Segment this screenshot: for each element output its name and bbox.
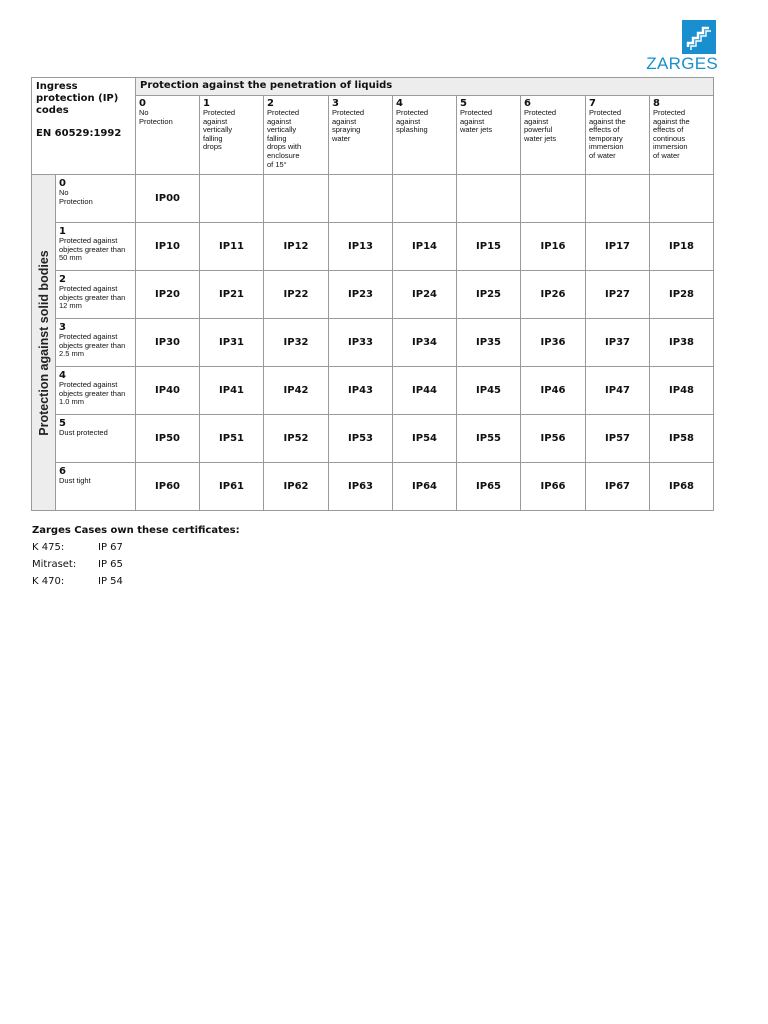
table-row [32, 463, 714, 511]
liquid-column-header [393, 96, 457, 175]
solid-row-number: 6 [59, 466, 66, 477]
ip-code-cell: IP27 [586, 271, 650, 319]
solid-row-header [56, 415, 136, 463]
certificate-name: K 475: [32, 542, 65, 553]
ip-code-cell: IP11 [200, 223, 264, 271]
liquid-column-header [457, 96, 521, 175]
certificate-name: K 470: [32, 576, 65, 587]
solid-row-header [56, 463, 136, 511]
ip-code-cell: IP67 [586, 463, 650, 511]
table-row [32, 271, 714, 319]
ip-code-cell [264, 175, 329, 223]
ip-code-cell: IP57 [586, 415, 650, 463]
ip-code-cell [457, 175, 521, 223]
ip-code-cell [393, 175, 457, 223]
solid-row-number: 5 [59, 418, 66, 429]
certificates-section [32, 522, 240, 590]
solid-row-description: Protected against objects greater than 12 mm [59, 284, 126, 311]
table-row [32, 175, 714, 223]
liquid-column-number: 6 [524, 98, 531, 109]
solid-row-description: Protected against objects greater than 1.0 mm [59, 380, 126, 407]
liquid-column-number: 7 [589, 98, 596, 109]
ip-code-cell: IP45 [457, 367, 521, 415]
liquid-column-header [521, 96, 586, 175]
ip-code-cell [586, 175, 650, 223]
ip-code-cell [200, 175, 264, 223]
liquid-column-description: Protected against water jets [460, 108, 493, 135]
ip-code-cell: IP31 [200, 319, 264, 367]
liquid-column-description: Protected against the effects of continous immersion of water [653, 108, 690, 160]
ip-code-cell: IP32 [264, 319, 329, 367]
table-row [32, 367, 714, 415]
liquid-column-header [329, 96, 393, 175]
liquid-column-header [136, 96, 200, 175]
liquid-column-number: 4 [396, 98, 403, 109]
liquid-column-number: 0 [139, 98, 146, 109]
brand-name: ZARGES [646, 54, 718, 73]
solid-row-header [56, 271, 136, 319]
certificate-item [32, 556, 240, 573]
ip-code-cell: IP37 [586, 319, 650, 367]
corner-title: Ingress protection (IP) codes [36, 81, 119, 116]
table-row [32, 223, 714, 271]
ip-code-cell: IP66 [521, 463, 586, 511]
ip-code-cell: IP16 [521, 223, 586, 271]
certificate-name: Mitraset: [32, 559, 77, 570]
certificates-list [32, 539, 240, 590]
liquid-column-number: 5 [460, 98, 467, 109]
liquid-column-description: Protected against splashing [396, 108, 429, 135]
ip-code-cell: IP30 [136, 319, 200, 367]
ip-code-cell: IP63 [329, 463, 393, 511]
ip-code-cell: IP15 [457, 223, 521, 271]
table-row [32, 415, 714, 463]
ip-code-cell: IP53 [329, 415, 393, 463]
certificate-item [32, 573, 240, 590]
ip-code-cell: IP54 [393, 415, 457, 463]
ip-code-cell: IP61 [200, 463, 264, 511]
liquid-column-description: Protected against vertically falling drops with enclosure of 15° [267, 108, 302, 169]
certificate-item [32, 539, 240, 556]
ip-code-cell: IP14 [393, 223, 457, 271]
ip-code-cell: IP52 [264, 415, 329, 463]
ip-code-cell [329, 175, 393, 223]
ip-code-cell: IP23 [329, 271, 393, 319]
corner-standard: EN 60529:1992 [36, 128, 122, 139]
ip-code-cell: IP44 [393, 367, 457, 415]
ip-code-cell: IP17 [586, 223, 650, 271]
ip-code-cell: IP13 [329, 223, 393, 271]
ip-code-cell: IP62 [264, 463, 329, 511]
solid-row-description: Protected against objects greater than 2.5 mm [59, 332, 126, 359]
solid-row-header [56, 319, 136, 367]
ip-code-cell: IP24 [393, 271, 457, 319]
ip-code-cell: IP56 [521, 415, 586, 463]
solid-row-description: Protected against objects greater than 50 mm [59, 236, 126, 263]
ip-code-cell: IP00 [136, 175, 200, 223]
ip-code-cell [521, 175, 586, 223]
solid-row-description: Dust tight [59, 476, 91, 485]
ip-code-cell: IP41 [200, 367, 264, 415]
solid-row-description: No Protection [59, 188, 93, 206]
certificate-rating: IP 54 [98, 576, 123, 587]
liquid-column-number: 8 [653, 98, 660, 109]
solid-row-header [56, 175, 136, 223]
ip-code-cell: IP21 [200, 271, 264, 319]
ip-code-cell: IP47 [586, 367, 650, 415]
ip-code-cell [650, 175, 714, 223]
liquid-column-header [200, 96, 264, 175]
ip-code-cell: IP35 [457, 319, 521, 367]
ip-code-cell: IP28 [650, 271, 714, 319]
solid-row-description: Dust protected [59, 428, 108, 437]
ip-code-cell: IP51 [200, 415, 264, 463]
ip-code-cell: IP50 [136, 415, 200, 463]
ip-code-cell: IP60 [136, 463, 200, 511]
ip-code-cell: IP43 [329, 367, 393, 415]
liquid-column-description: Protected against the effects of temporary immersion of water [589, 108, 626, 160]
liquid-column-number: 1 [203, 98, 210, 109]
solid-row-number: 3 [59, 322, 66, 333]
ip-code-cell: IP26 [521, 271, 586, 319]
solid-row-number: 0 [59, 178, 66, 189]
ip-code-cell: IP22 [264, 271, 329, 319]
ip-code-cell: IP34 [393, 319, 457, 367]
liquid-column-description: Protected against vertically falling drops [203, 108, 236, 152]
ip-code-cell: IP33 [329, 319, 393, 367]
liquid-column-header [264, 96, 329, 175]
ip-code-cell: IP25 [457, 271, 521, 319]
ip-code-cell: IP48 [650, 367, 714, 415]
liquid-column-header [650, 96, 714, 175]
table-corner-header [32, 78, 136, 175]
ip-code-cell: IP55 [457, 415, 521, 463]
ip-code-table [31, 77, 714, 511]
certificate-rating: IP 65 [98, 559, 123, 570]
liquid-column-description: Protected against spraying water [332, 108, 365, 143]
ip-code-cell: IP38 [650, 319, 714, 367]
certificate-rating: IP 67 [98, 542, 123, 553]
solid-row-header [56, 223, 136, 271]
liquid-column-description: Protected against powerful water jets [524, 108, 557, 143]
certificates-title: Zarges Cases own these certificates: [32, 525, 240, 536]
solids-header [32, 175, 56, 511]
liquids-header: Protection against the penetration of liquids [136, 78, 714, 96]
ip-code-cell: IP42 [264, 367, 329, 415]
liquid-column-number: 3 [332, 98, 339, 109]
ip-code-cell: IP68 [650, 463, 714, 511]
stairs-logo-icon [682, 20, 716, 54]
zarges-logo [638, 18, 718, 74]
solids-title: Protection against solid bodies [36, 249, 51, 436]
solid-row-header [56, 367, 136, 415]
ip-code-cell: IP36 [521, 319, 586, 367]
ip-code-cell: IP64 [393, 463, 457, 511]
ip-code-cell: IP12 [264, 223, 329, 271]
liquid-column-number: 2 [267, 98, 274, 109]
solid-row-number: 1 [59, 226, 66, 237]
ip-code-cell: IP65 [457, 463, 521, 511]
ip-code-cell: IP20 [136, 271, 200, 319]
table-row [32, 319, 714, 367]
solid-row-number: 4 [59, 370, 66, 381]
solid-row-number: 2 [59, 274, 66, 285]
ip-code-cell: IP18 [650, 223, 714, 271]
liquid-column-header [586, 96, 650, 175]
liquid-column-description: No Protection [139, 108, 173, 126]
ip-code-cell: IP40 [136, 367, 200, 415]
ip-code-cell: IP58 [650, 415, 714, 463]
ip-code-cell: IP10 [136, 223, 200, 271]
ip-code-cell: IP46 [521, 367, 586, 415]
